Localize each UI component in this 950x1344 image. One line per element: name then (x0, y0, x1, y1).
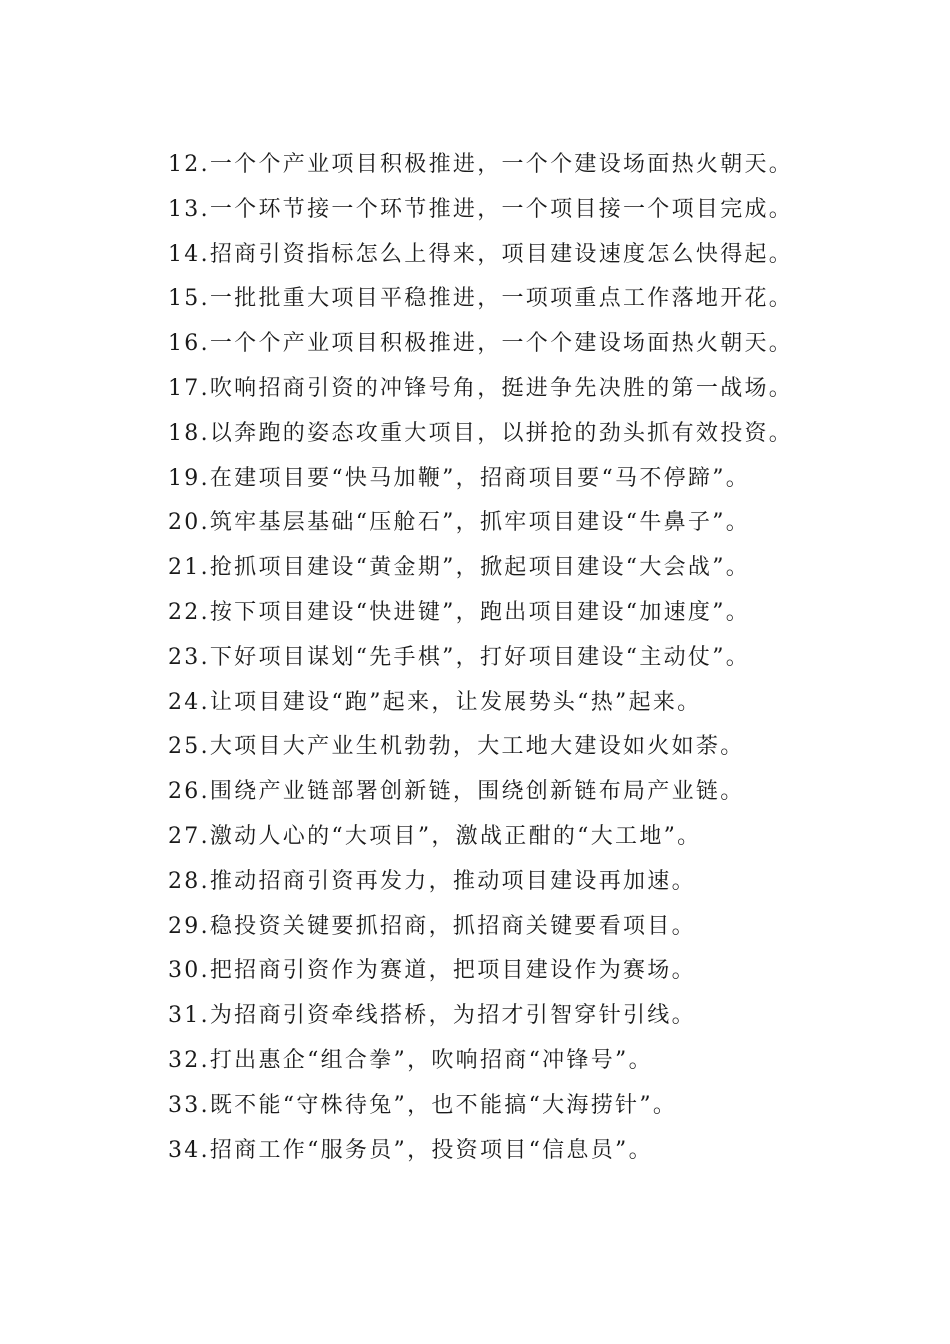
slogan-line: 24.让项目建设“跑”起来，让发展势头“热”起来。 (168, 689, 702, 715)
slogan-line: 26.围绕产业链部署创新链，围绕创新链布局产业链。 (168, 779, 745, 805)
slogan-line: 21.抢抓项目建设“黄金期”，掀起项目建设“大会战”。 (168, 555, 751, 581)
slogan-line: 27.激动人心的“大项目”，激战正酣的“大工地”。 (168, 823, 702, 849)
slogan-line: 34.招商工作“服务员”，投资项目“信息员”。 (168, 1137, 653, 1163)
slogan-line: 23.下好项目谋划“先手棋”，打好项目建设“主动仗”。 (168, 644, 751, 670)
slogan-line: 15.一批批重大项目平稳推进，一项项重点工作落地开花。 (168, 286, 794, 312)
slogan-line: 33.既不能“守株待兔”，也不能搞“大海捞针”。 (168, 1092, 678, 1118)
slogan-line: 18.以奔跑的姿态攻重大项目，以拼抢的劲头抓有效投资。 (168, 420, 794, 446)
slogan-line: 29.稳投资关键要抓招商，抓招商关键要看项目。 (168, 913, 696, 939)
slogan-line: 17.吹响招商引资的冲锋号角，挺进争先决胜的第一战场。 (168, 375, 794, 401)
slogan-line: 25.大项目大产业生机勃勃，大工地大建设如火如荼。 (168, 734, 745, 760)
slogan-line: 28.推动招商引资再发力，推动项目建设再加速。 (168, 868, 696, 894)
slogan-line: 16.一个个产业项目积极推进，一个个建设场面热火朝天。 (168, 331, 794, 357)
slogan-line: 19.在建项目要“快马加鞭”，招商项目要“马不停蹄”。 (168, 465, 751, 491)
slogan-line: 22.按下项目建设“快进键”，跑出项目建设“加速度”。 (168, 599, 751, 625)
slogan-line: 20.筑牢基层基础“压舱石”，抓牢项目建设“牛鼻子”。 (168, 510, 751, 536)
slogan-line: 13.一个环节接一个环节推进，一个项目接一个项目完成。 (168, 196, 794, 222)
slogan-line: 31.为招商引资牵线搭桥，为招才引智穿针引线。 (168, 1003, 696, 1029)
slogan-line: 14.招商引资指标怎么上得来，项目建设速度怎么快得起。 (168, 241, 794, 267)
slogan-list (168, 143, 868, 1173)
slogan-line: 12.一个个产业项目积极推进，一个个建设场面热火朝天。 (168, 152, 794, 177)
slogan-line: 30.把招商引资作为赛道，把项目建设作为赛场。 (168, 958, 696, 984)
slogan-line: 32.打出惠企“组合拳”，吹响招商“冲锋号”。 (168, 1047, 653, 1073)
